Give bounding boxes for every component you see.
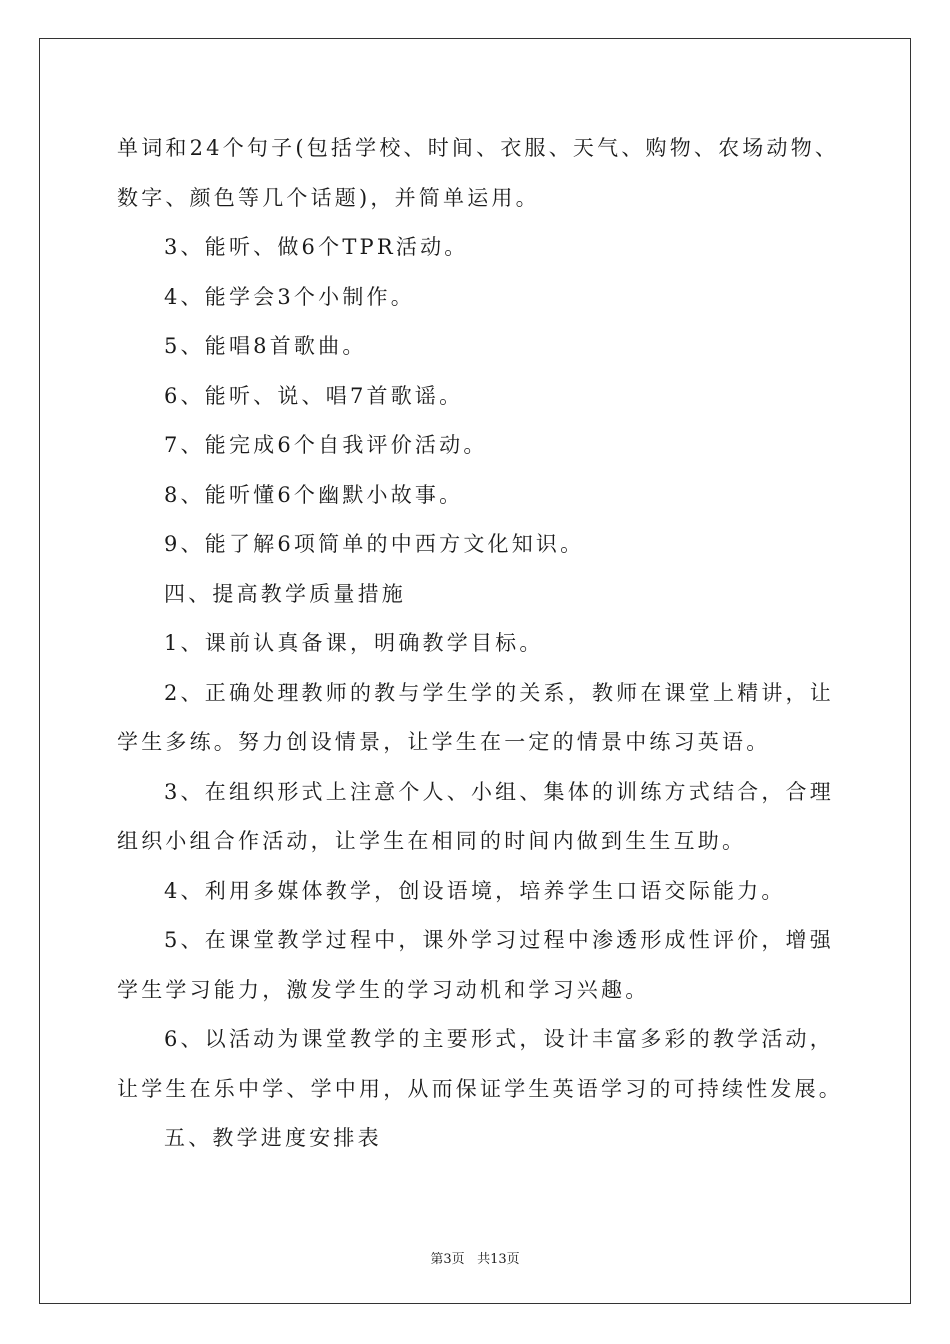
total-pages: 共13页 — [477, 1252, 520, 1267]
list-item: 3、能听、做6个TPR活动。 — [164, 235, 469, 259]
document-body — [117, 124, 843, 1164]
list-item: 8、能听懂6个幽默小故事。 — [164, 482, 464, 507]
paragraph-line: 学生多练。努力创设情景，让学生在一定的情景中练习英语。 — [117, 730, 771, 754]
list-item: 7、能完成6个自我评价活动。 — [164, 433, 488, 457]
list-item: 2、正确处理教师的教与学生学的关系，教师在课堂上精讲，让 — [164, 680, 834, 705]
list-item: 5、在课堂教学过程中，课外学习过程中渗透形成性评价，增强 — [164, 928, 834, 952]
list-item: 1、课前认真备课，明确教学目标。 — [164, 631, 544, 655]
list-item: 4、能学会3个小制作。 — [164, 284, 415, 309]
page-footer — [0, 1248, 950, 1267]
section-heading: 四、提高教学质量措施 — [164, 581, 406, 606]
list-item: 4、利用多媒体教学，创设语境，培养学生口语交际能力。 — [164, 878, 786, 903]
list-item: 9、能了解6项简单的中西方文化知识。 — [164, 532, 585, 556]
paragraph-line: 学生学习能力，激发学生的学习动机和学习兴趣。 — [117, 977, 650, 1002]
list-item: 6、以活动为课堂教学的主要形式，设计丰富多彩的教学活动， — [164, 1027, 834, 1051]
page-number: 第3页 — [430, 1252, 465, 1267]
list-item: 6、能听、说、唱7首歌谣。 — [164, 383, 464, 408]
list-item: 3、在组织形式上注意个人、小组、集体的训练方式结合，合理 — [164, 779, 834, 804]
paragraph-line: 数字、颜色等几个话题)，并简单运用。 — [117, 185, 540, 210]
list-item: 5、能唱8首歌曲。 — [164, 334, 367, 358]
paragraph-line: 单词和24个句子(包括学校、时间、衣服、天气、购物、农场动物、 — [117, 136, 840, 160]
paragraph-line: 组织小组合作活动，让学生在相同的时间内做到生生互助。 — [117, 829, 747, 853]
paragraph-line: 让学生在乐中学、学中用，从而保证学生英语学习的可持续性发展。 — [117, 1076, 843, 1101]
section-heading: 五、教学进度安排表 — [164, 1126, 382, 1150]
